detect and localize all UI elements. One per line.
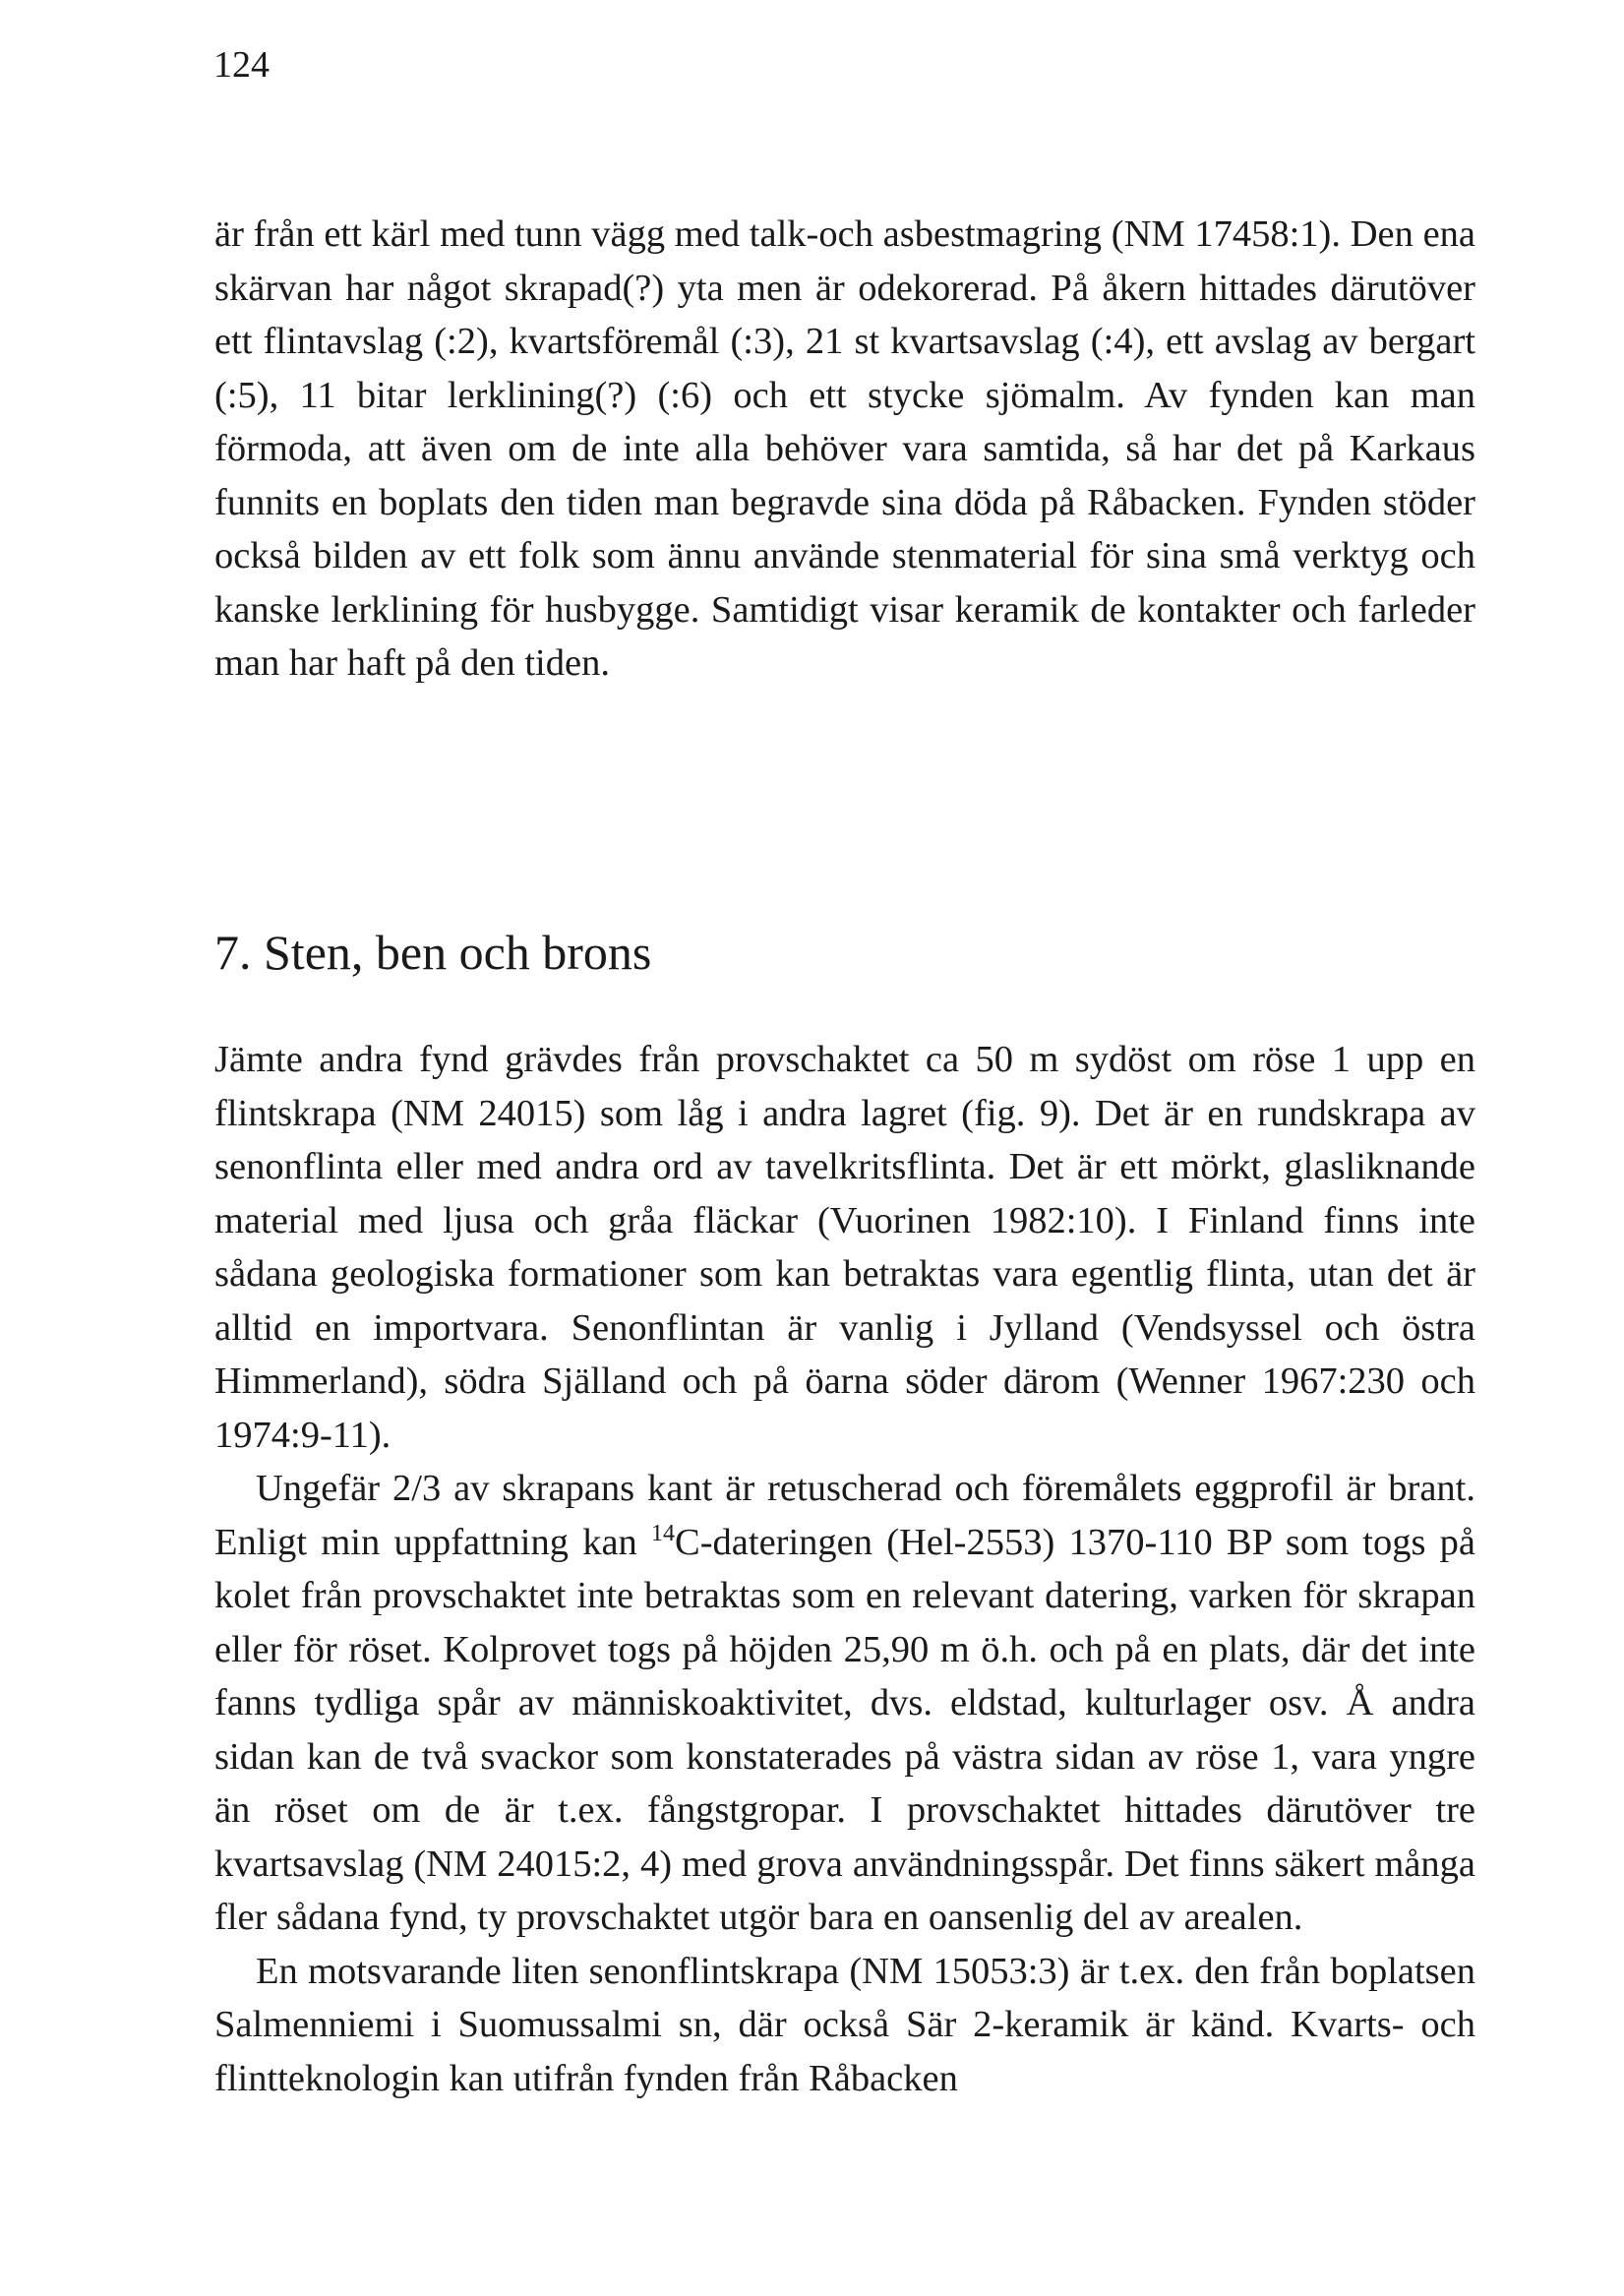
body-text-top bbox=[214, 208, 1475, 691]
section-heading: 7. Sten, ben och brons bbox=[214, 925, 652, 980]
paragraph: är från ett kärl med tunn vägg med talk-och asbestmagring (NM 17458:1). Den ena skärvan har något skrapad(?) yta men är odekorerad. På åkern hittades därutöver ett flintavslag (:2), kvartsföremål (:3), 21 st kvartsavslag (:4), ett avslag av bergart (:5), 11 bitar lerklining(?) (:6) och ett stycke sjömalm. Av fynden kan man förmoda, att även om de inte alla behöver vara samtida, så har det på Karkaus funnits en boplats den tiden man begravde sina döda på Råbacken. Fynden stöder också bilden av ett folk som ännu använde stenmaterial för sina små verktyg och kanske lerklining för husbygge. Samtidigt visar keramik de kontakter och farleder man har haft på den tiden. bbox=[214, 213, 1475, 684]
paragraph: Jämte andra fynd grävdes från provschaktet ca 50 m sydöst om röse 1 upp en flintskrapa (NM 24015) som låg i andra lagret (fig. 9). Det är en rundskrapa av senonflinta eller med andra ord av tavelkritsflinta. Det är ett mörkt, glasliknande material med ljusa och gråa fläckar (Vuorinen 1982:10). I Finland finns inte sådana geologiska formationer som kan betraktas vara egentlig flinta, utan det är alltid en importvara. Senonflintan är vanlig i Jylland (Vendsyssel och östra Himmerland), södra Själland och på öarna söder därom (Wenner 1967:230 och 1974:9-11). bbox=[214, 1039, 1475, 1456]
paragraph: En motsvarande liten senonflintskrapa (NM 15053:3) är t.ex. den från boplatsen Salmenniemi i Suomussalmi sn, där också Sär 2-keramik är känd. Kvarts- och flintteknologin kan utifrån fynden från Råbacken bbox=[214, 1950, 1475, 2099]
body-text-section bbox=[214, 1033, 1475, 2105]
superscript-isotope: 14 bbox=[651, 1520, 676, 1546]
paragraph bbox=[214, 1462, 1475, 1945]
page-number: 124 bbox=[213, 44, 270, 86]
paragraph-text: Ungefär 2/3 av skrapans kant är retuscherad och föremålets eggprofil är brant. Enligt min uppfattning kan bbox=[214, 1468, 1475, 1563]
paragraph-text: C-dateringen (Hel-2553) 1370-110 BP som togs på kolet från provschaktet inte betraktas som en relevant datering, varken för skrapan eller för röset. Kolprovet togs på höjden 25,90 m ö.h. och på en plats, där det inte fanns tydliga spår av människoaktivitet, dvs. eldstad, kulturlager osv. Å andra sidan kan de två svackor som konstaterades på västra sidan av röse 1, vara yngre än röset om de är t.ex. fångstgropar. I provschaktet hittades därutöver tre kvartsavslag (NM 24015:2, 4) med grova användningsspår. Det finns säkert många fler sådana fynd, ty provschaktet utgör bara en oansenlig del av arealen. bbox=[214, 1521, 1476, 1938]
